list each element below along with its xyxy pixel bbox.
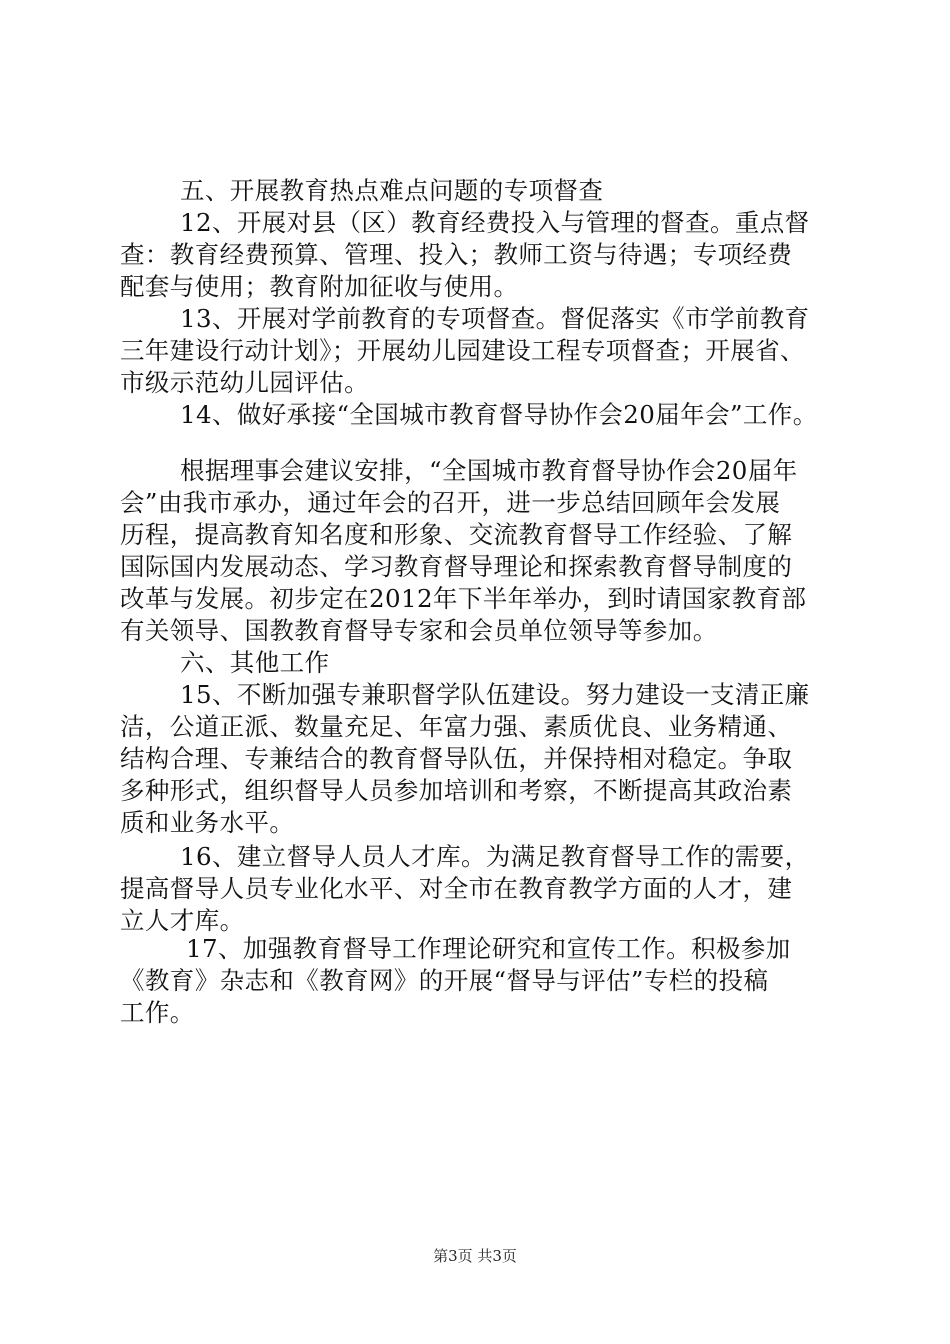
paragraph-line: 工作。 [120, 998, 195, 1027]
paragraph-line: 三年建设行动计划》；开展幼儿园建设工程专项督查；开展省、 [120, 336, 805, 365]
paragraph-line: 13、开展对学前教育的专项督查。督促落实《市学前教育 [180, 304, 810, 333]
paragraph-line: 洁，公道正派、数量充足、年富力强、素质优良、业务精通、 [120, 712, 793, 741]
paragraph-line: 有关领导、国教教育督导专家和会员单位领导等参加。 [120, 616, 718, 645]
paragraph-line: 立人才库。 [120, 906, 245, 935]
paragraph-line: 历程，提高教育知名度和形象、交流教育督导工作经验、了解 [120, 520, 793, 549]
paragraph-line: 根据理事会建议安排，“全国城市教育督导协作会20届年 [180, 456, 798, 485]
paragraph-line: 14、做好承接“全国城市教育督导协作会20届年会”工作。 [180, 400, 818, 429]
paragraph-line: 15、不断加强专兼职督学队伍建设。努力建设一支清正廉 [180, 680, 810, 709]
paragraph-line: 《教育》杂志和《教育网》的开展“督导与评估”专栏的投稿 [120, 966, 769, 995]
paragraph-line: 配套与使用；教育附加征收与使用。 [120, 272, 519, 301]
paragraph-line: 会”由我市承办，通过年会的召开，进一步总结回顾年会发展 [120, 488, 781, 517]
page-number-footer: 第3页 共3页 [433, 1247, 517, 1265]
paragraph-line: 提高督导人员专业化水平、对全市在教育教学方面的人才，建 [120, 874, 793, 903]
paragraph-line: 16、建立督导人员人才库。为满足教育督导工作的需要， [180, 842, 810, 871]
paragraph-line: 国际国内发展动态、学习教育督导理论和探索教育督导制度的 [120, 552, 793, 581]
heading-section-5: 五、开展教育热点难点问题的专项督查 [180, 176, 604, 205]
paragraph-line: 改革与发展。初步定在2012年下半年举办，到时请国家教育部 [120, 584, 807, 613]
paragraph-line: 市级示范幼儿园评估。 [120, 368, 369, 397]
paragraph-line: 质和业务水平。 [120, 808, 295, 837]
paragraph-line: 17、加强教育督导工作理论研究和宣传工作。积极参加 [186, 934, 791, 963]
paragraph-line: 查：教育经费预算、管理、投入；教师工资与待遇；专项经费 [120, 240, 793, 269]
paragraph-line: 结构合理、专兼结合的教育督导队伍，并保持相对稳定。争取 [120, 744, 793, 773]
heading-section-6: 六、其他工作 [180, 648, 330, 677]
paragraph-line: 多种形式，组织督导人员参加培训和考察，不断提高其政治素 [120, 776, 793, 805]
paragraph-line: 12、开展对县（区）教育经费投入与管理的督查。重点督 [180, 208, 810, 237]
